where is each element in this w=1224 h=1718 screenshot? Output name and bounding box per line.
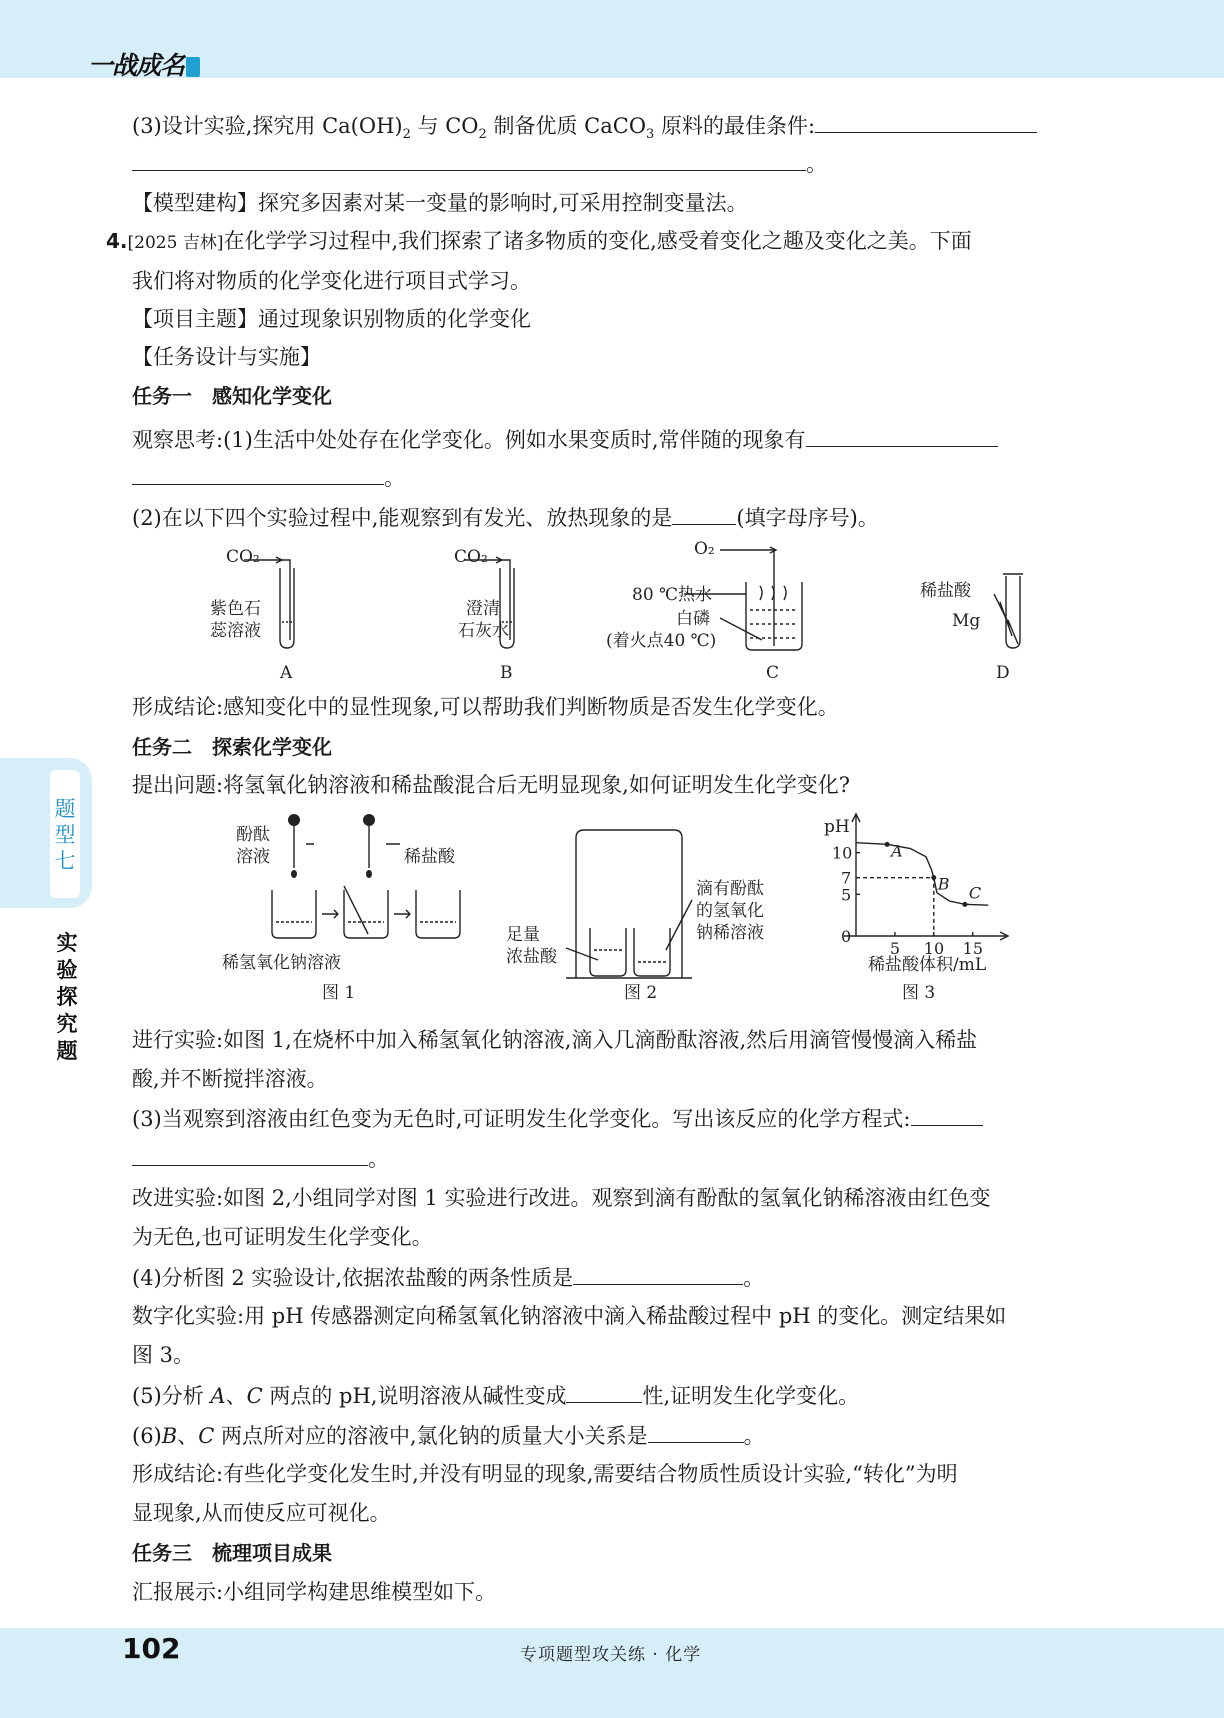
dropper-bulb-icon — [363, 814, 375, 826]
project-theme: 【项目主题】通过现象识别物质的化学变化 — [132, 307, 531, 331]
fig1-beaker-3 — [416, 890, 460, 938]
experiment-2: 酸,并不断搅拌溶液。 — [132, 1067, 328, 1091]
letter-a: A — [280, 663, 293, 683]
fig2-label-left-1: 足量 — [506, 925, 540, 945]
fig1-label-acid: 稀盐酸 — [404, 847, 455, 867]
section-tab-text: 题 型 七 — [54, 797, 76, 873]
conclusion-2a: 形成结论:有些化学变化发生时,并没有明显的现象,需要结合物质性质设计实验,“转化”为明 — [132, 1462, 958, 1486]
fig2-label-right-1: 滴有酚酞 — [696, 879, 764, 899]
logo-badge-icon — [186, 57, 200, 77]
q4-properties: (4)分析图 2 实验设计,依据浓盐酸的两条性质是 。 — [132, 1262, 764, 1293]
page-number: 102 — [122, 1632, 181, 1665]
book-title: 专项题型攻关练 · 化学 — [520, 1645, 702, 1665]
fig1-caption: 图 1 — [322, 983, 356, 1003]
drop-icon — [366, 870, 372, 878]
figures-1-3 — [200, 810, 1060, 1010]
point-label-c: C — [968, 883, 982, 903]
q3-line-2: 。 — [132, 148, 827, 179]
fig1-label-phenol-2: 溶液 — [236, 847, 270, 867]
x-tick-15: 15 — [962, 939, 984, 958]
fig2-label-right-2: 的氢氧化 — [696, 901, 764, 921]
label-c-water: 80 ℃热水 — [632, 585, 713, 605]
q6: (6)B、C 两点所对应的溶液中,氯化钠的质量大小关系是 。 — [132, 1420, 765, 1451]
x-tick-5: 5 — [889, 939, 901, 958]
answer-blank[interactable] — [672, 502, 736, 525]
chart-xlabel: 稀盐酸体积/mL — [868, 955, 987, 975]
gas-label-a: CO₂ — [226, 547, 260, 567]
q4-source: [2025 吉林] — [127, 233, 224, 253]
improve-2: 为无色,也可证明发生化学变化。 — [132, 1225, 433, 1249]
y-tick-10: 10 — [832, 843, 853, 863]
q5: (5)分析 A、C 两点的 pH,说明溶液从碱性变成 性,证明发生化学变化。 — [132, 1380, 859, 1411]
task1-heading: 任务一 感知化学变化 — [132, 384, 332, 408]
brand-logo: 一战成名 — [88, 46, 200, 82]
dropper-bulb-icon — [288, 814, 300, 826]
answer-blank[interactable] — [132, 1143, 368, 1166]
x-tick-10: 10 — [923, 939, 945, 958]
task2-heading: 任务二 探索化学变化 — [132, 735, 332, 759]
gas-label-c: O₂ — [694, 540, 715, 559]
point-b — [931, 875, 936, 880]
observe-2: (2)在以下四个实验过程中,能观察到有发光、放热现象的是 (填字母序号)。 — [132, 502, 879, 533]
chart-ylabel: pH — [824, 817, 850, 837]
q3-equation: (3)当观察到溶液由红色变为无色时,可证明发生化学变化。写出该反应的化学方程式: — [132, 1103, 983, 1134]
y-tick-5: 5 — [841, 885, 852, 905]
fig2-beaker-left — [590, 928, 626, 976]
observe-1b: 。 — [132, 462, 405, 493]
point-label-b: B — [937, 874, 950, 894]
answer-blank[interactable] — [815, 110, 1037, 133]
conclusion-2b: 显现象,从而使反应可视化。 — [132, 1501, 391, 1525]
model-building: 【模型建构】探究多因素对某一变量的影响时,可采用控制变量法。 — [132, 191, 748, 215]
point-a — [885, 842, 890, 847]
improve-1: 改进实验:如图 2,小组同学对图 1 实验进行改进。观察到滴有酚酞的氢氧化钠稀溶液由红色变 — [132, 1186, 991, 1210]
label-a-1: 紫色石 — [210, 599, 261, 619]
digital-2: 图 3。 — [132, 1343, 195, 1367]
point-label-a: A — [891, 841, 903, 861]
fig1-label-naoh: 稀氢氧化钠溶液 — [222, 953, 341, 973]
experiment-1: 进行实验:如图 1,在烧杯中加入稀氢氧化钠溶液,滴入几滴酚酞溶液,然后用滴管慢慢滴入稀盐 — [132, 1028, 978, 1052]
y-tick-0: 0 — [841, 927, 852, 946]
drop-icon — [291, 870, 297, 878]
letter-d: D — [996, 663, 1010, 683]
section-label: 实 验 探 究 题 — [56, 931, 78, 1063]
y-tick-7: 7 — [841, 868, 852, 888]
guide-b — [856, 878, 934, 936]
fig2-beaker-right — [634, 928, 670, 976]
answer-blank[interactable] — [911, 1103, 983, 1126]
test-tube-d — [1006, 576, 1020, 648]
gas-label-b: CO₂ — [454, 547, 488, 567]
report: 汇报展示:小组同学构建思维模型如下。 — [132, 1580, 497, 1604]
answer-blank[interactable] — [132, 148, 806, 171]
label-c-p2: (着火点40 ℃) — [606, 631, 717, 651]
digital-1: 数字化实验:用 pH 传感器测定向稀氢氧化钠溶液中滴入稀盐酸过程中 pH 的变化。测定结果如 — [132, 1304, 1007, 1328]
answer-blank[interactable] — [648, 1420, 744, 1443]
label-b-1: 澄清 — [466, 599, 500, 619]
answer-blank[interactable] — [573, 1262, 743, 1285]
fig1-label-phenol-1: 酚酞 — [236, 825, 270, 845]
fig2-caption: 图 2 — [624, 983, 658, 1003]
fig1-beaker-1 — [272, 890, 316, 938]
observe-1: 观察思考:(1)生活中处处存在化学变化。例如水果变质时,常伴随的现象有 — [132, 424, 998, 455]
q4-intro: 4.[2025 吉林]在化学学习过程中,我们探索了诸多物质的变化,感受着变化之趣及变化之美。下面 — [106, 229, 972, 253]
task3-heading: 任务三 梳理项目成果 — [132, 1541, 332, 1565]
q3-equation-2: 。 — [132, 1143, 389, 1174]
answer-blank[interactable] — [132, 462, 384, 485]
letter-c: C — [766, 663, 780, 683]
conclusion-1: 形成结论:感知变化中的显性现象,可以帮助我们判断物质是否发生化学变化。 — [132, 695, 839, 719]
q4-intro-2: 我们将对物质的化学变化进行项目式学习。 — [132, 269, 531, 293]
answer-blank[interactable] — [806, 424, 998, 447]
fig2-label-right-3: 钠稀溶液 — [696, 923, 764, 943]
label-d-mg: Mg — [952, 611, 981, 631]
fig2-bell-jar — [576, 830, 682, 978]
test-tube-a — [280, 568, 294, 648]
label-d-acid: 稀盐酸 — [920, 581, 971, 601]
label-c-p1: 白磷 — [676, 609, 710, 629]
chart-caption: 图 3 — [902, 983, 936, 1003]
task-design: 【任务设计与实施】 — [132, 345, 321, 369]
q3-line: (3)设计实验,探究用 $Ca(OH)_2$ 与 $CO_2$ 制备优质 CaCO$_3$ 原料的最佳条件: — [132, 110, 1037, 150]
experiments-figure — [200, 540, 1060, 690]
letter-b: B — [500, 663, 513, 683]
question: 提出问题:将氢氧化钠溶液和稀盐酸混合后无明显现象,如何证明发生化学变化? — [132, 773, 851, 797]
label-b-2: 石灰水 — [458, 621, 509, 641]
label-a-2: 蕊溶液 — [210, 621, 261, 641]
fig2-label-left-2: 浓盐酸 — [506, 947, 557, 967]
answer-blank[interactable] — [566, 1380, 642, 1403]
point-c — [962, 902, 967, 907]
